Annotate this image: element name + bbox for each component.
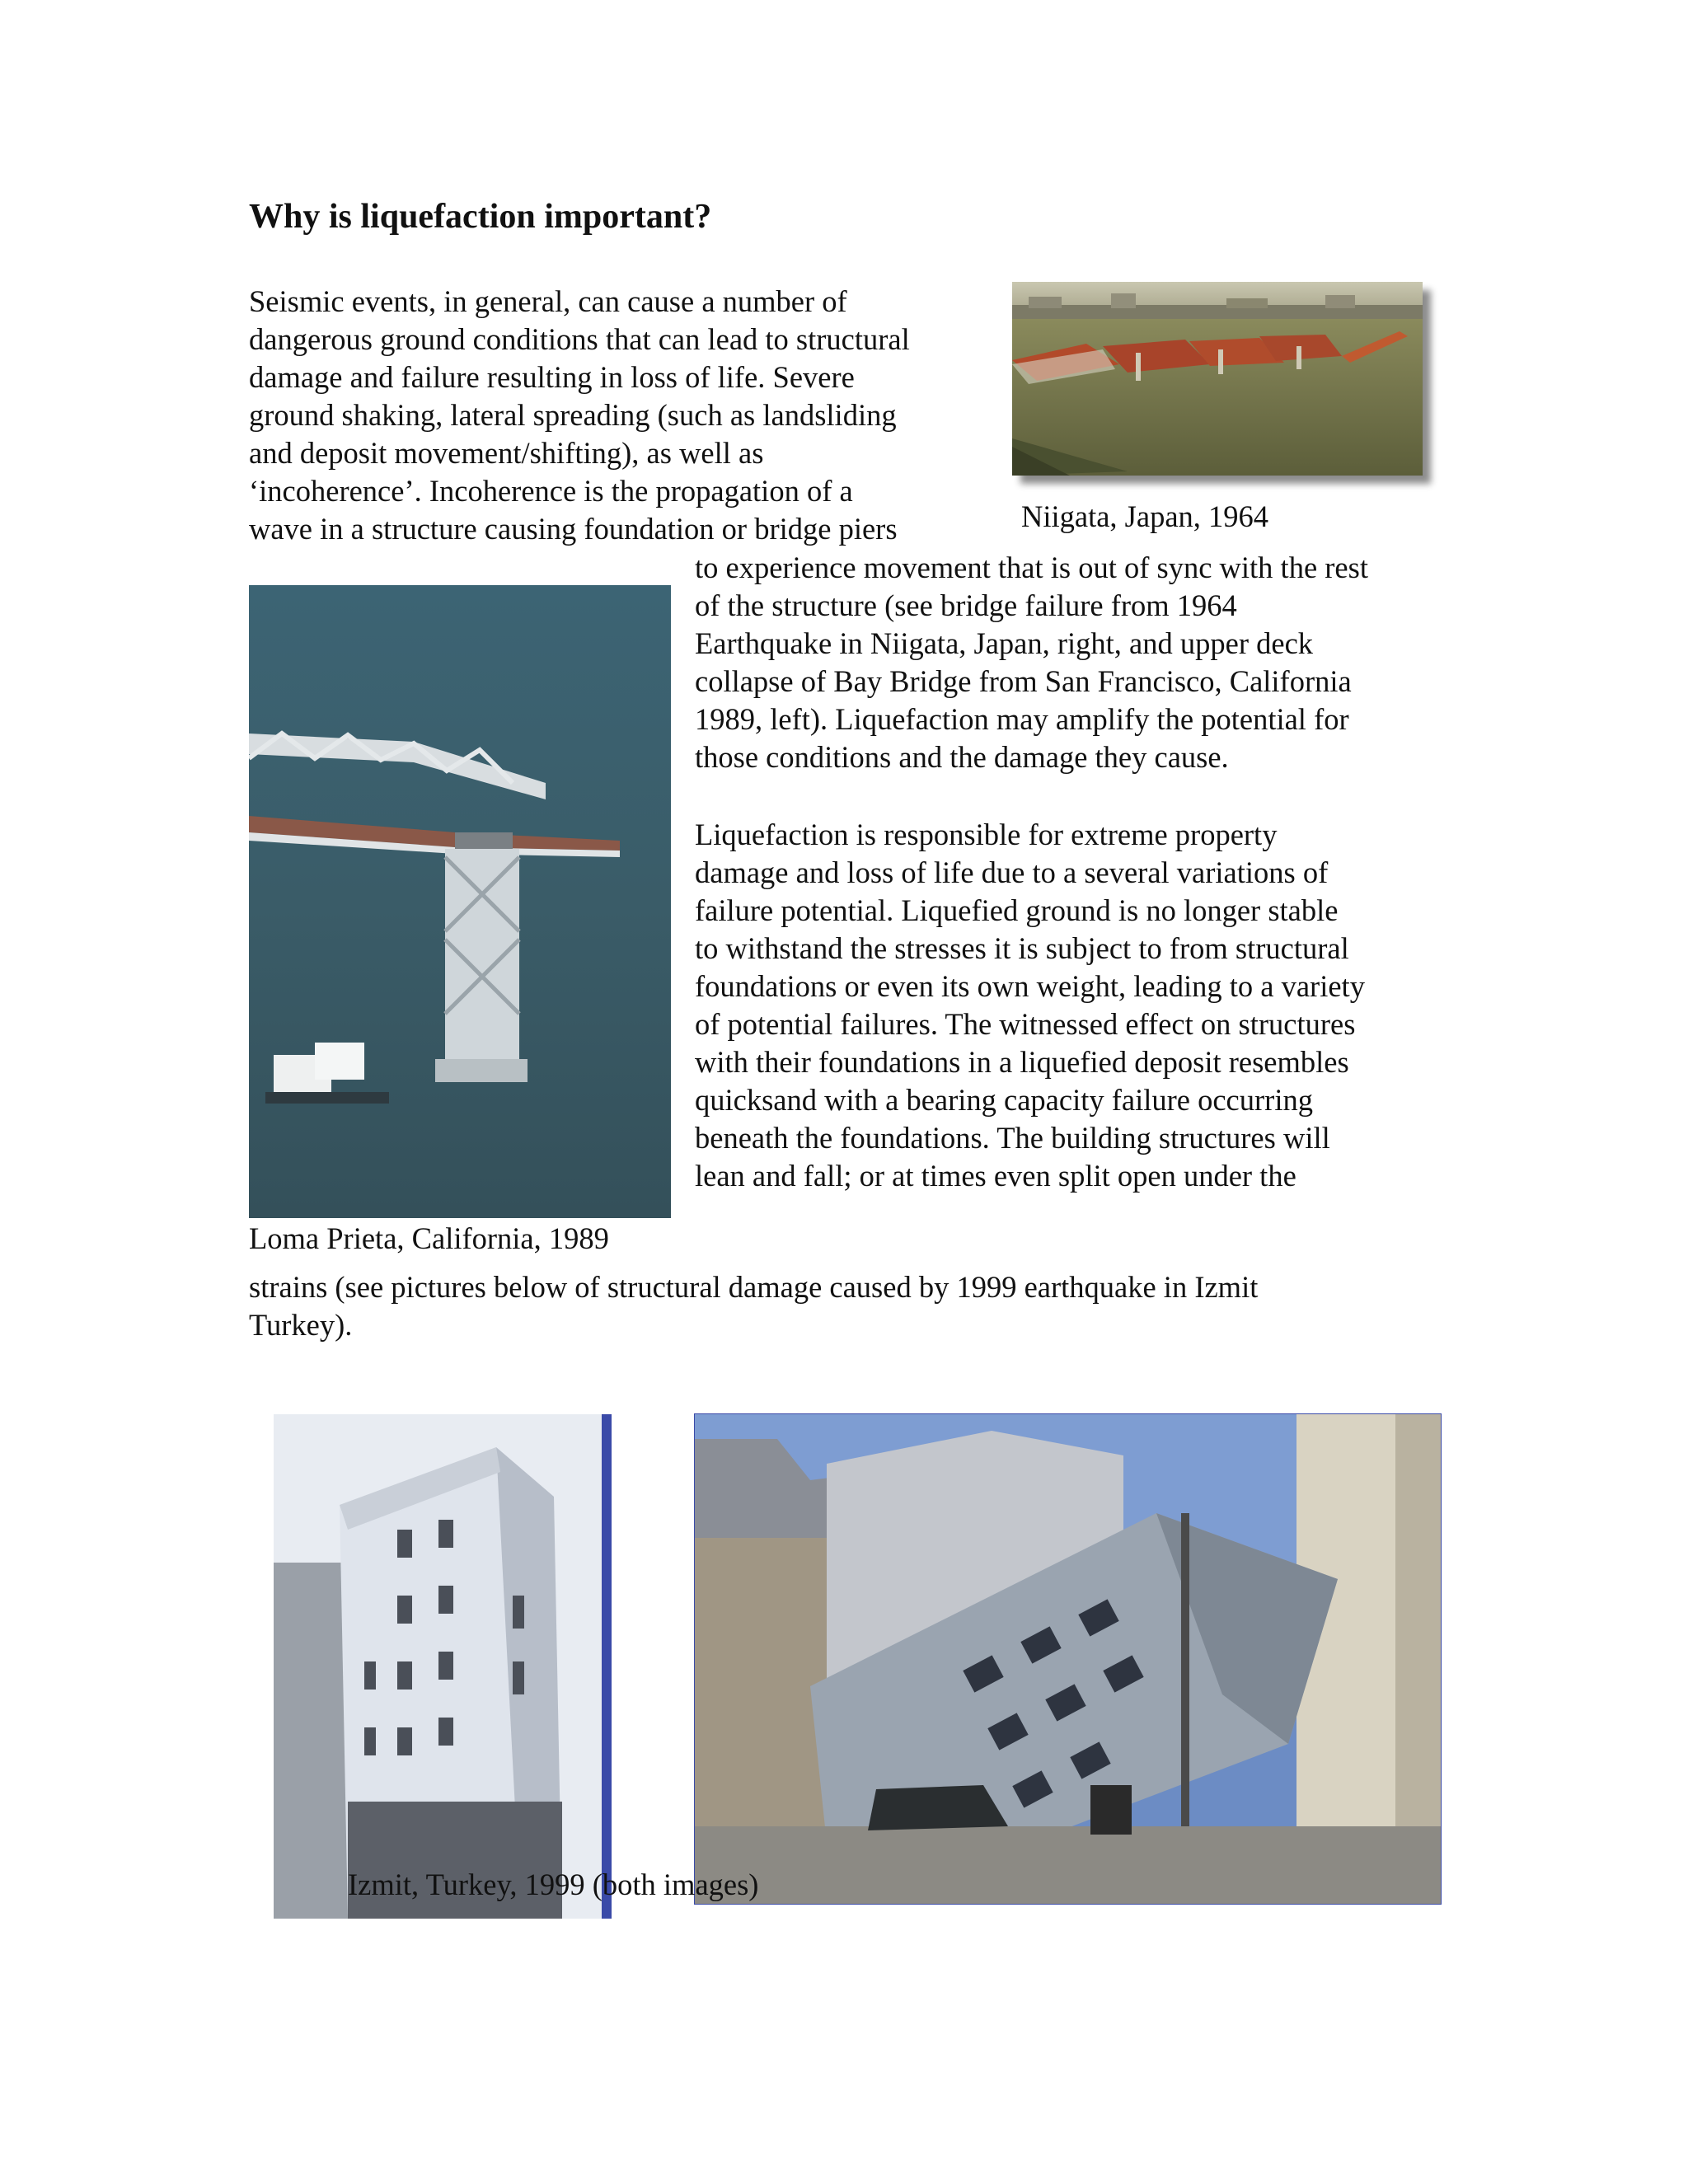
loma-prieta-caption: Loma Prieta, California, 1989 xyxy=(249,1221,609,1255)
paragraph-line: and deposit movement/shifting), as well as xyxy=(249,436,764,470)
paragraph-line: lean and fall; or at times even split open under the xyxy=(695,1159,1296,1193)
paragraph-line: Liquefaction is responsible for extreme property xyxy=(695,818,1278,851)
paragraph-line: damage and loss of life due to a several variations of xyxy=(695,855,1329,889)
paragraph-line: damage and failure resulting in loss of life. Severe xyxy=(249,360,855,394)
paragraph-line: ‘incoherence’. Incoherence is the propagation of a xyxy=(249,474,853,508)
paragraph-line: those conditions and the damage they cause. xyxy=(695,740,1229,774)
paragraph-line: dangerous ground conditions that can lead to structural xyxy=(249,322,910,356)
paragraph-line: Turkey). xyxy=(249,1308,353,1342)
paragraph-line: of the structure (see bridge failure from 1964 xyxy=(695,588,1237,622)
niigata-caption: Niigata, Japan, 1964 xyxy=(1021,499,1269,533)
paragraph-line: Seismic events, in general, can cause a number of xyxy=(249,284,847,318)
paragraph-line: with their foundations in a liquefied deposit resembles xyxy=(695,1045,1349,1079)
paragraph-line: strains (see pictures below of structural damage caused by 1999 earthquake in Izmit xyxy=(249,1270,1259,1304)
page-title: Why is liquefaction important? xyxy=(249,198,712,236)
bay-bridge-photo xyxy=(249,585,671,1218)
paragraph-line: foundations or even its own weight, leading to a variety xyxy=(695,969,1365,1003)
izmit-building-photo xyxy=(274,1414,612,1919)
paragraph-line: collapse of Bay Bridge from San Francisco, California xyxy=(695,664,1352,698)
paragraph-line: Earthquake in Niigata, Japan, right, and upper deck xyxy=(695,626,1314,660)
paragraph-line: wave in a structure causing foundation or bridge piers xyxy=(249,512,898,546)
paragraph-line: beneath the foundations. The building structures will xyxy=(695,1121,1330,1155)
paragraph-line: of potential failures. The witnessed effect on structures xyxy=(695,1007,1356,1041)
paragraph-line: ground shaking, lateral spreading (such as landsliding xyxy=(249,398,897,432)
paragraph-line: 1989, left). Liquefaction may amplify the potential for xyxy=(695,702,1349,736)
paragraph-line: to withstand the stresses it is subject to from structural xyxy=(695,931,1349,965)
niigata-bridge-photo xyxy=(1012,282,1423,476)
izmit-tilted-building-photo xyxy=(695,1414,1441,1904)
paragraph-line: quicksand with a bearing capacity failure occurring xyxy=(695,1083,1313,1117)
paragraph-line: to experience movement that is out of sync with the rest xyxy=(695,551,1368,584)
paragraph-line: failure potential. Liquefied ground is no longer stable xyxy=(695,893,1339,927)
izmit-caption: Izmit, Turkey, 1999 (both images) xyxy=(348,1868,759,1901)
